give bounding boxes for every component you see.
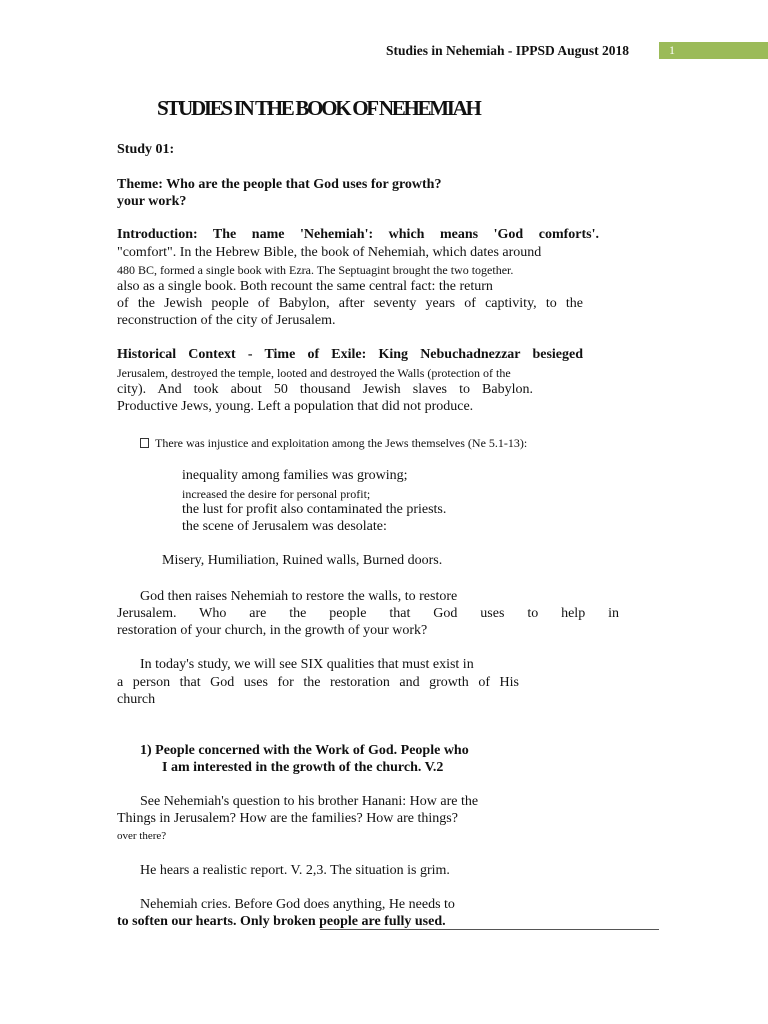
intro-line-1: Introduction: The name 'Nehemiah': which means 'God comforts'. xyxy=(117,227,599,242)
question-line-2: Things in Jerusalem? How are the families? How are things? xyxy=(117,811,458,826)
intro-line-5: of the Jewish people of Babylon, after seventy years of captivity, to the xyxy=(117,296,583,311)
cries-line-1: Nehemiah cries. Before God does anything, He needs to xyxy=(140,897,455,912)
sub-item-2: increased the desire for personal profit; xyxy=(182,487,371,501)
bullet-box-icon xyxy=(140,438,149,448)
sub-item-1: inequality among families was growing; xyxy=(182,468,408,483)
bullet-text: There was injustice and exploitation among the Jews themselves (Ne 5.1-13): xyxy=(155,436,528,450)
today-line-2: a person that God uses for the restoration and growth of His xyxy=(117,675,519,690)
page-number-badge: 1 xyxy=(659,42,768,59)
context-line-2: Jerusalem, destroyed the temple, looted and destroyed the Walls (protection of the xyxy=(117,366,511,380)
theme-line-1: Theme: Who are the people that God uses for growth? xyxy=(117,177,442,192)
point-1-subheading: I am interested in the growth of the church. V.2 xyxy=(162,760,444,775)
intro-line-2: "comfort". In the Hebrew Bible, the book of Nehemiah, which dates around xyxy=(117,245,542,260)
raises-line-2: Jerusalem. Who are the people that God uses to help in xyxy=(117,606,619,621)
question-line-3: over there? xyxy=(117,830,167,842)
sub-item-4: the scene of Jerusalem was desolate: xyxy=(182,519,387,534)
question-line-1: See Nehemiah's question to his brother Hanani: How are the xyxy=(140,794,479,809)
point-1-heading: 1) People concerned with the Work of God. People who xyxy=(140,743,469,758)
context-line-3: city). And took about 50 thousand Jewish slaves to Babylon. xyxy=(117,382,533,397)
document-title: STUDIES IN THE BOOK OF NEHEMIAH xyxy=(157,96,480,120)
context-line-1: Historical Context - Time of Exile: King Nebuchadnezzar besieged xyxy=(117,347,583,362)
today-line-3: church xyxy=(117,692,156,707)
report-line: He hears a realistic report. V. 2,3. The situation is grim. xyxy=(140,863,450,878)
cries-line-2: to soften our hearts. Only broken people are fully used. xyxy=(117,914,446,929)
intro-line-6: reconstruction of the city of Jerusalem. xyxy=(117,313,336,328)
bullet-item xyxy=(140,435,642,451)
raises-line-3: restoration of your church, in the growth of your work? xyxy=(117,623,428,638)
today-line-1: In today's study, we will see SIX qualities that must exist in xyxy=(140,657,474,672)
study-label: Study 01: xyxy=(117,142,175,157)
footer-rule xyxy=(320,929,659,930)
desolation-line: Misery, Humiliation, Ruined walls, Burned doors. xyxy=(162,553,443,568)
running-header: Studies in Nehemiah - IPPSD August 2018 xyxy=(386,43,630,58)
intro-line-4: also as a single book. Both recount the same central fact: the return xyxy=(117,279,493,294)
sub-item-3: the lust for profit also contaminated the priests. xyxy=(182,502,447,517)
raises-line-1: God then raises Nehemiah to restore the walls, to restore xyxy=(140,589,458,604)
theme-line-2: your work? xyxy=(117,194,187,209)
context-line-4: Productive Jews, young. Left a population that did not produce. xyxy=(117,399,474,414)
intro-line-3: 480 BC, formed a single book with Ezra. The Septuagint brought the two together. xyxy=(117,263,514,277)
